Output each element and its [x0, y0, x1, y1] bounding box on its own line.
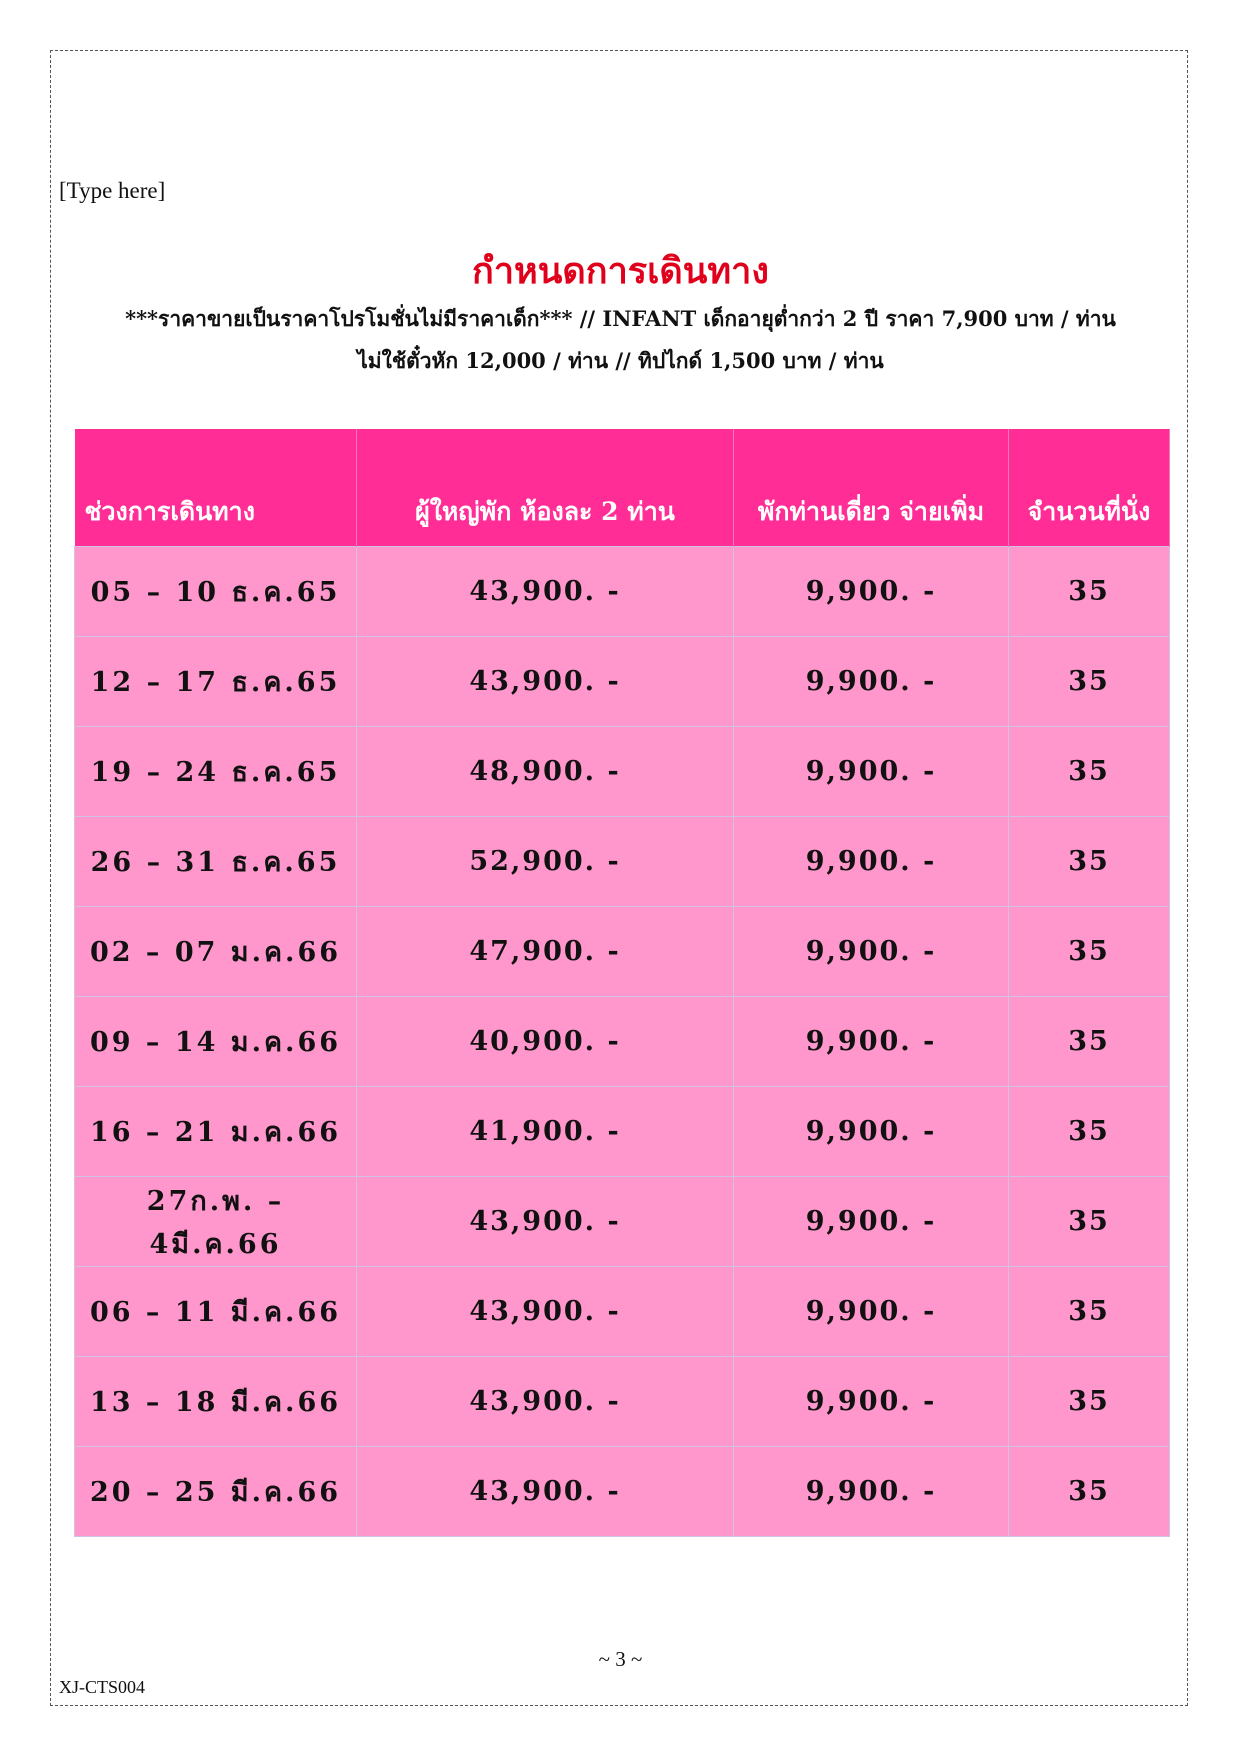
single-supplement-cell: 9,900. -: [734, 727, 1009, 817]
travel-period-cell: 20 – 25 มี.ค.66: [75, 1447, 357, 1537]
table-row: [75, 907, 1170, 997]
single-supplement-cell: 9,900. -: [734, 1087, 1009, 1177]
table-row: [75, 547, 1170, 637]
table-header-row: [75, 429, 1170, 547]
single-supplement-cell: 9,900. -: [734, 637, 1009, 727]
header-adult-twin-price: ผู้ใหญ่พัก ห้องละ 2 ท่าน: [357, 429, 734, 547]
table-row: [75, 1267, 1170, 1357]
seats-cell: 35: [1009, 637, 1170, 727]
single-supplement-cell: 9,900. -: [734, 547, 1009, 637]
table-row: [75, 637, 1170, 727]
seats-cell: 35: [1009, 1087, 1170, 1177]
table-row: [75, 1177, 1170, 1267]
table-row: [75, 1357, 1170, 1447]
page-number: ~ 3 ~: [598, 1647, 643, 1671]
travel-period-cell: 19 – 24 ธ.ค.65: [75, 727, 357, 817]
single-supplement-cell: 9,900. -: [734, 997, 1009, 1087]
adult-price-cell: 43,900. -: [357, 1357, 734, 1447]
header-travel-period: ช่วงการเดินทาง: [75, 429, 357, 547]
adult-price-cell: 40,900. -: [357, 997, 734, 1087]
adult-price-cell: 43,900. -: [357, 1447, 734, 1537]
schedule-table: [74, 429, 1170, 1537]
table-row: [75, 1087, 1170, 1177]
seats-cell: 35: [1009, 1447, 1170, 1537]
travel-period-cell: 06 – 11 มี.ค.66: [75, 1267, 357, 1357]
travel-period-cell: 09 – 14 ม.ค.66: [75, 997, 357, 1087]
adult-price-cell: 47,900. -: [357, 907, 734, 997]
adult-price-cell: 43,900. -: [357, 1267, 734, 1357]
document-code: XJ-CTS004: [59, 1677, 146, 1697]
single-supplement-cell: 9,900. -: [734, 1177, 1009, 1267]
adult-price-cell: 43,900. -: [357, 547, 734, 637]
travel-period-cell: 27ก.พ. – 4มี.ค.66: [75, 1177, 357, 1267]
travel-period-cell: 13 – 18 มี.ค.66: [75, 1357, 357, 1447]
seats-cell: 35: [1009, 727, 1170, 817]
single-supplement-cell: 9,900. -: [734, 907, 1009, 997]
single-supplement-cell: 9,900. -: [734, 1267, 1009, 1357]
adult-price-cell: 48,900. -: [357, 727, 734, 817]
travel-period-cell: 12 – 17 ธ.ค.65: [75, 637, 357, 727]
seats-cell: 35: [1009, 1177, 1170, 1267]
header-seats: จำนวนที่นั่ง: [1009, 429, 1170, 547]
seats-cell: 35: [1009, 817, 1170, 907]
table-row: [75, 1447, 1170, 1537]
seats-cell: 35: [1009, 547, 1170, 637]
single-supplement-cell: 9,900. -: [734, 817, 1009, 907]
table-row: [75, 727, 1170, 817]
single-supplement-cell: 9,900. -: [734, 1357, 1009, 1447]
adult-price-cell: 43,900. -: [357, 637, 734, 727]
price-note-line-1: ***ราคาขายเป็นราคาโปรโมชั่นไม่มีราคาเด็ก*** // INFANT เด็กอายุต่ำกว่า 2 ปี ราคา 7,900 บาท / ท่าน: [125, 306, 1116, 331]
seats-cell: 35: [1009, 1357, 1170, 1447]
header-single-supplement: พักท่านเดี่ยว จ่ายเพิ่ม: [734, 429, 1009, 547]
price-note-line-2: ไม่ใช้ตั๋วหัก 12,000 / ท่าน // ทิปไกด์ 1,500 บาท / ท่าน: [357, 348, 884, 373]
adult-price-cell: 41,900. -: [357, 1087, 734, 1177]
table-row: [75, 997, 1170, 1087]
header-placeholder: [Type here]: [59, 178, 166, 203]
single-supplement-cell: 9,900. -: [734, 1447, 1009, 1537]
table-row: [75, 817, 1170, 907]
travel-period-cell: 26 – 31 ธ.ค.65: [75, 817, 357, 907]
travel-period-cell: 16 – 21 ม.ค.66: [75, 1087, 357, 1177]
adult-price-cell: 52,900. -: [357, 817, 734, 907]
travel-period-cell: 02 – 07 ม.ค.66: [75, 907, 357, 997]
page-title: กำหนดการเดินทาง: [472, 250, 769, 292]
seats-cell: 35: [1009, 997, 1170, 1087]
seats-cell: 35: [1009, 1267, 1170, 1357]
adult-price-cell: 43,900. -: [357, 1177, 734, 1267]
travel-period-cell: 05 – 10 ธ.ค.65: [75, 547, 357, 637]
seats-cell: 35: [1009, 907, 1170, 997]
